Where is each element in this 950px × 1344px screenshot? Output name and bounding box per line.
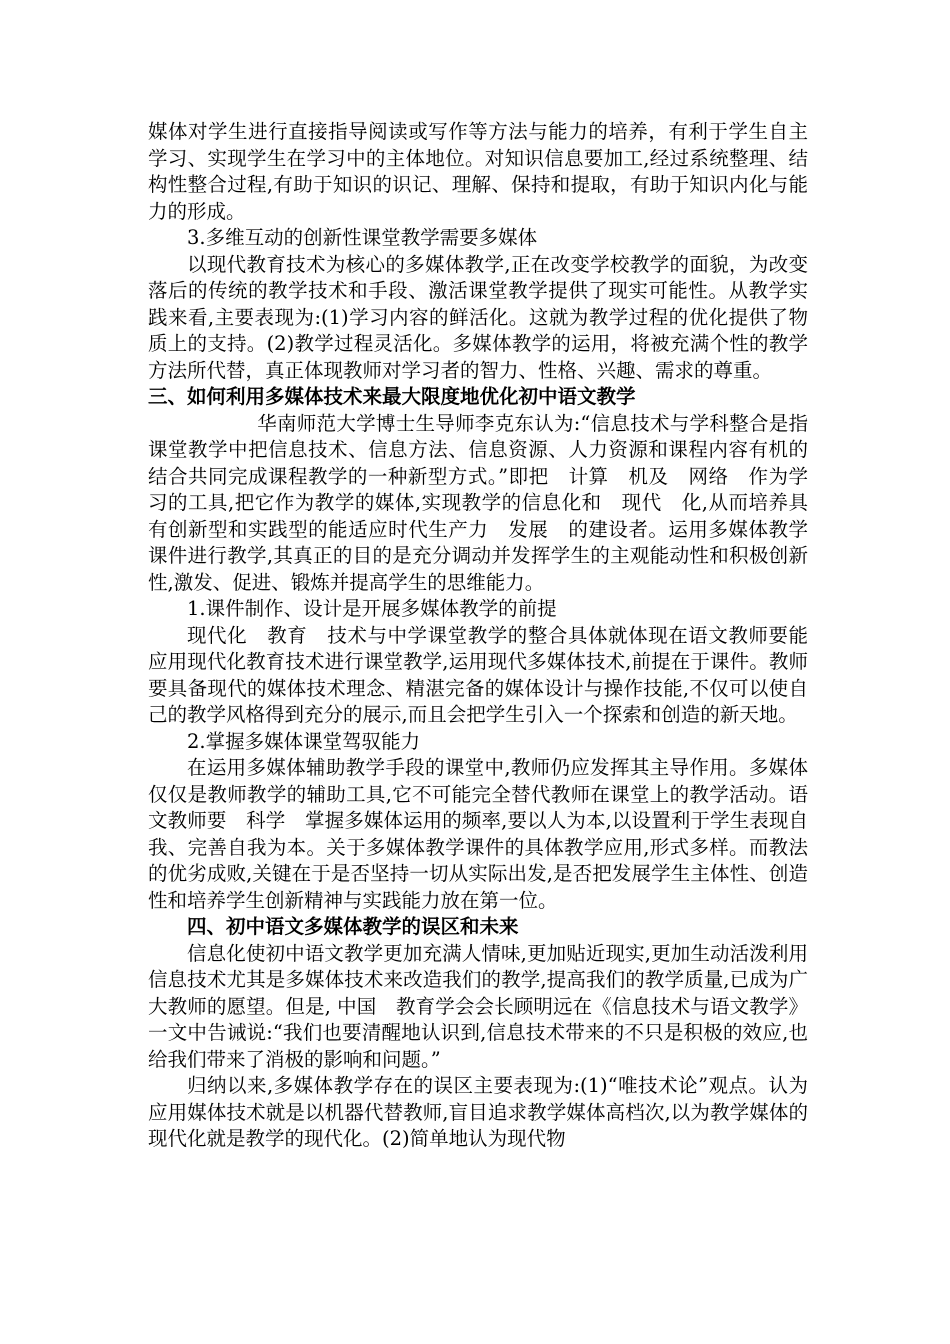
paragraph-informatization: 信息化使初中语文教学更加充满人情味,更加贴近现实,更加生动活泼利用信息技术尤其是多媒体技术来改造我们的教学,提高我们的教学质量,已成为广大教师的愿望。但是, 中国 教育学会会长顾明远在《信息技术与语文教学》一文中告诫说:“我们也要清醒地认识到,信息技术带来的不只是积极的效应,也给我们带来了消极的影响和问题。”	[148, 941, 808, 1071]
section-heading-three: 三、如何利用多媒体技术来最大限度地优化初中语文教学	[148, 385, 636, 408]
paragraph-courseware-integration: 现代化 教育 技术与中学课堂教学的整合具体就体现在语文教师要能应用现代化教育技术进行课堂教学,运用现代多媒体技术,前提在于课件。教师要具备现代的媒体技术理念、精湛完备的媒体设计与操作技能,不仅可以使自己的教学风格得到充分的展示,而且会把学生引入一个探索和创造的新天地。	[148, 623, 808, 726]
paragraph-modern-technology: 以现代教育技术为核心的多媒体教学,正在改变学校教学的面貌，为改变落后的传统的教学技术和手段、激活课堂教学提供了现实可能性。从教学实践来看,主要表现为:(1)学习内容的鲜活化。这就为教学过程的优化提供了物质上的支持。(2)教学过程灵活化。多媒体教学的运用，将被充满个性的教学方法所代替，真正体现教师对学习者的智力、性格、兴趣、需求的尊重。	[148, 252, 808, 382]
document-page	[148, 119, 808, 1153]
subheading-classroom-control: 2.掌握多媒体课堂驾驭能力	[187, 729, 421, 753]
section-heading-four: 四、初中语文多媒体教学的误区和未来	[187, 915, 519, 938]
paragraph-teacher-leading-role: 在运用多媒体辅助教学手段的课堂中,教师仍应发挥其主导作用。多媒体仅仅是教师教学的辅助工具,它不可能完全替代教师在课堂上的教学活动。语文教师要 科学 掌握多媒体运用的频率,要以人为本,以设置利于学生表现自我、完善自我为本。关于多媒体教学课件的具体教学应用,形式多样。而教法的优劣成败,关键在于是否坚持一切从实际出发,是否把发展学生主体性、创造性和培养学生创新精神与实践能力放在第一位。	[148, 756, 808, 912]
paragraph-multimedia-guidance: 媒体对学生进行直接指导阅读或写作等方法与能力的培养，有利于学生自主学习、实现学生在学习中的主体地位。对知识信息要加工,经过系统整理、结构性整合过程,有助于知识的识记、理解、保持和提取，有助于知识内化与能力的形成。	[148, 120, 808, 223]
subheading-interactive-classroom: 3.多维互动的创新性课堂教学需要多媒体	[187, 226, 538, 249]
paragraph-li-kedong-quote: 华南师范大学博士生导师李克东认为:“信息技术与学科整合是指课堂教学中把信息技术、信息方法、信息资源、人力资源和课程内容有机的结合共同完成课程教学的一种新型方式。”即把 计算 机及 网络 作为学习的工具,把它作为教学的媒体,实现教学的信息化和 现代 化,从而培养具有创新型和实践型的能适应时代生产力 发展 的建设者。运用多媒体教学课件进行教学,其真正的目的是充分调动并发挥学生的主观能动性和积极创新性,激发、促进、锻炼并提高学生的思维能力。	[148, 411, 808, 594]
subheading-courseware: 1.课件制作、设计是开展多媒体教学的前提	[187, 597, 557, 620]
paragraph-misconceptions: 归纳以来,多媒体教学存在的误区主要表现为:(1)“唯技术论”观点。认为应用媒体技术就是以机器代替教师,盲目追求教学媒体高档次,以为教学媒体的现代化就是教学的现代化。(2)简单地认为现代物	[148, 1074, 808, 1150]
